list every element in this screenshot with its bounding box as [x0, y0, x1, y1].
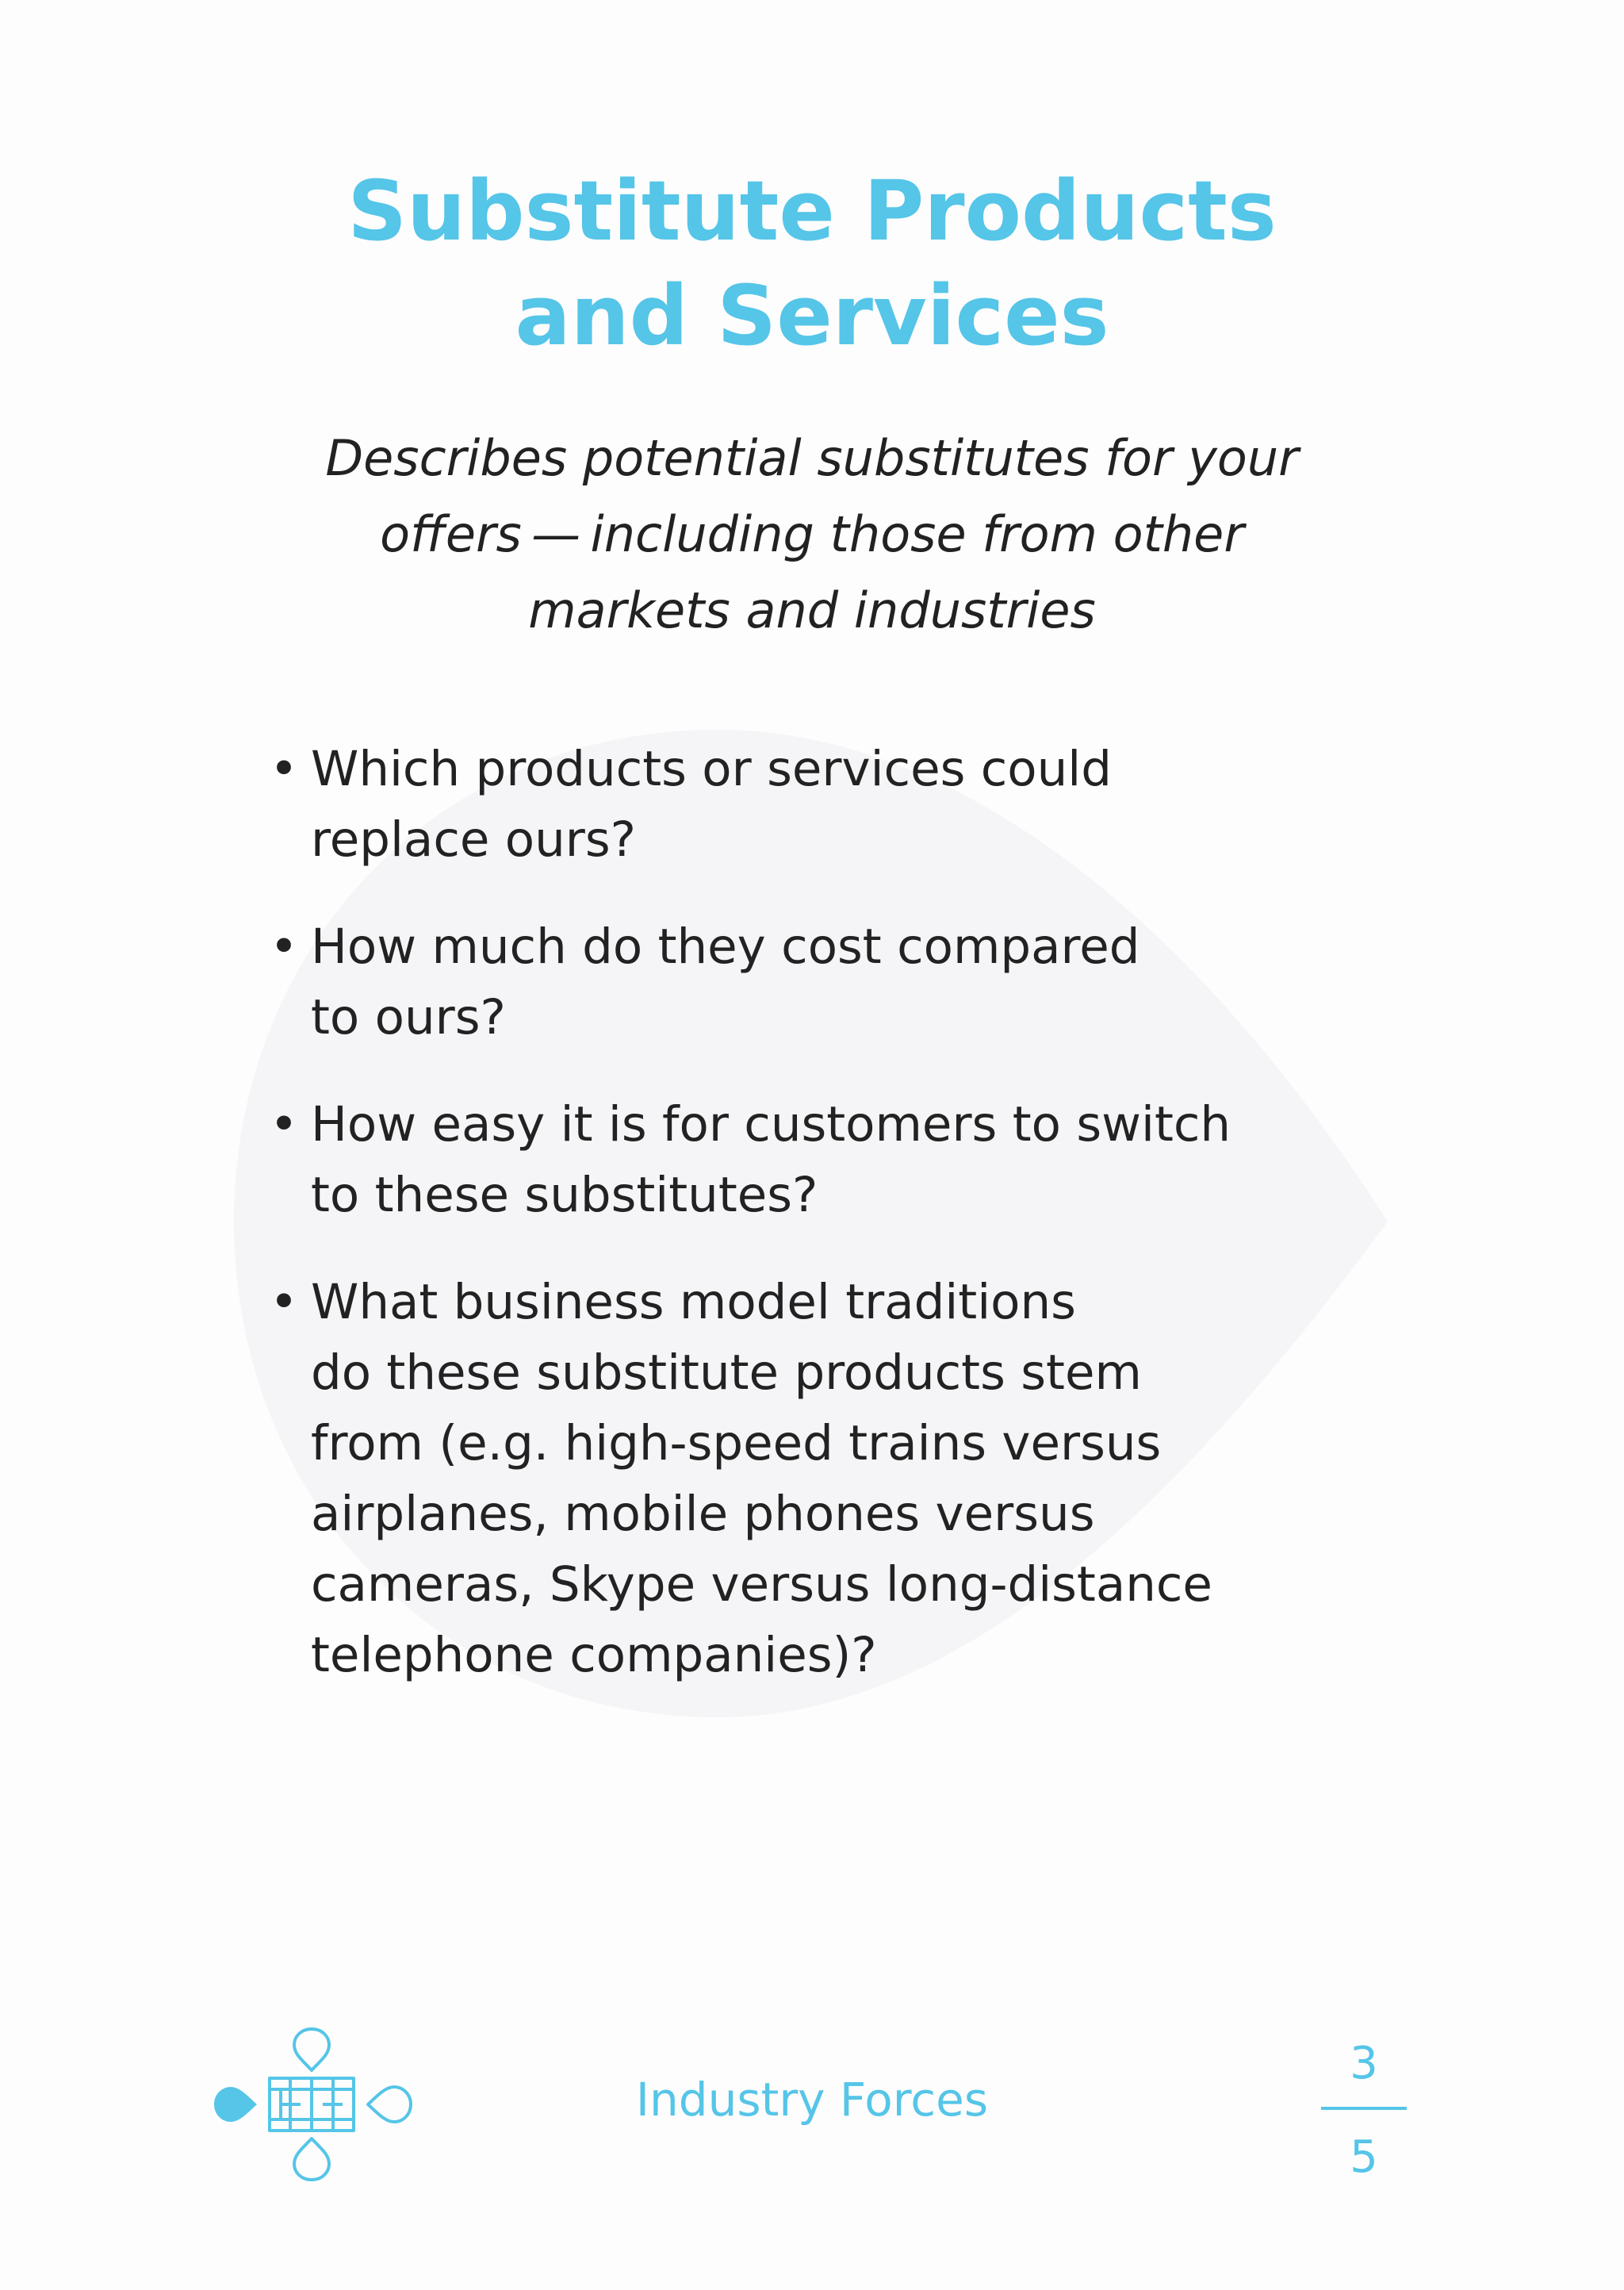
page-subtitle	[0, 420, 1624, 649]
bullet-icon: •	[270, 1096, 298, 1153]
page-title	[0, 159, 1624, 368]
question-line: replace ours?	[311, 811, 636, 868]
question-line: to these substitutes?	[311, 1167, 818, 1223]
question-item	[270, 911, 1380, 1053]
question-line: telephone companies)?	[311, 1627, 877, 1683]
question-line: What business model traditions	[311, 1274, 1076, 1330]
subtitle-line: offers — including those from other	[380, 505, 1244, 563]
page-total: 5	[1350, 2131, 1378, 2183]
bullet-icon: •	[270, 919, 298, 975]
question-line: airplanes, mobile phones versus	[311, 1486, 1095, 1542]
question-item	[270, 1089, 1380, 1230]
question-line: to ours?	[311, 989, 506, 1045]
page-indicator	[1320, 2035, 1408, 2186]
question-line: from (e.g. high-speed trains versus	[311, 1415, 1162, 1471]
question-line: Which products or services could	[311, 741, 1112, 797]
page-current: 3	[1350, 2038, 1378, 2089]
page-divider	[1321, 2107, 1407, 2110]
question-line: How easy it is for customers to switch	[311, 1096, 1231, 1153]
question-line: How much do they cost compared	[311, 919, 1140, 975]
question-line: do these substitute products stem	[311, 1344, 1142, 1401]
subtitle-line: markets and industries	[528, 581, 1096, 639]
title-line: and Services	[515, 267, 1109, 364]
title-line: Substitute Products	[347, 163, 1277, 259]
question-item	[270, 1267, 1380, 1690]
question-list	[270, 734, 1380, 1727]
subtitle-line: Describes potential substitutes for your	[325, 429, 1299, 487]
bullet-icon: •	[270, 1274, 298, 1330]
question-line: cameras, Skype versus long-distance	[311, 1556, 1212, 1613]
question-item	[270, 734, 1380, 875]
section-label: Industry Forces	[635, 2073, 989, 2127]
bullet-icon: •	[270, 741, 298, 797]
